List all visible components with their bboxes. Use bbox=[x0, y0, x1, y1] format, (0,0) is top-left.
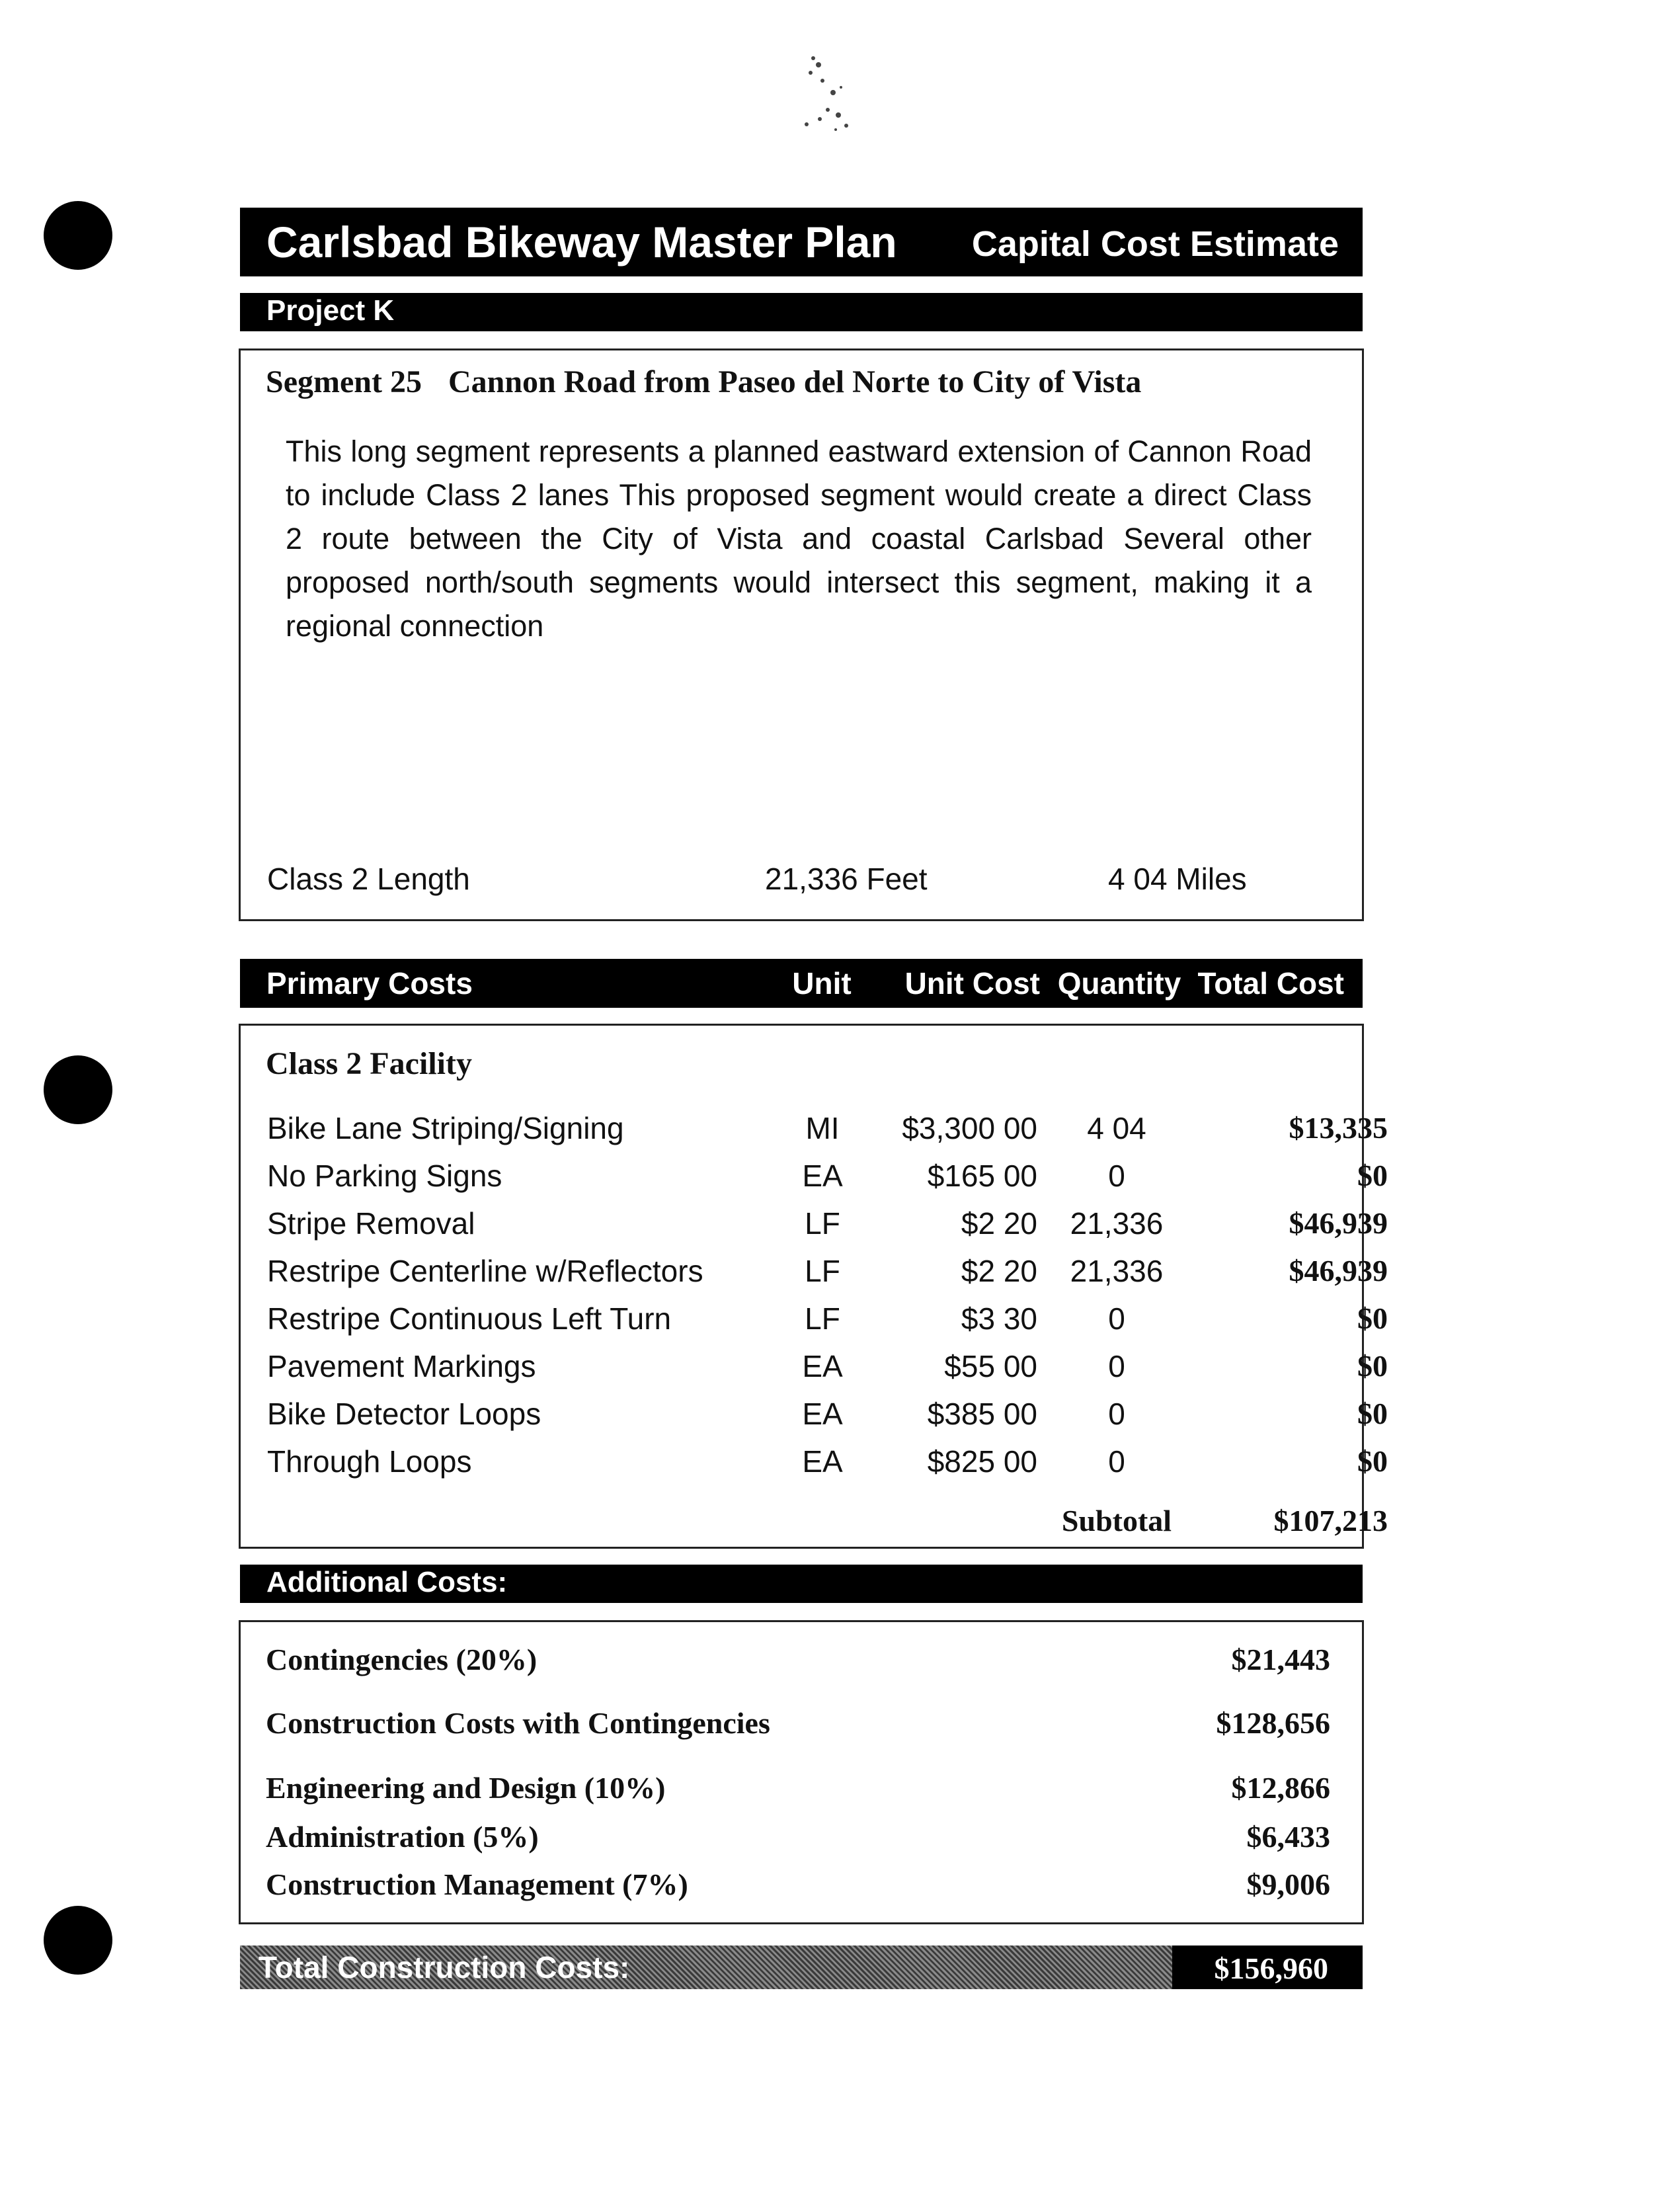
subtotal-value: $107,213 bbox=[1273, 1504, 1388, 1537]
segment-name: Cannon Road from Paseo del Norte to City of Vista bbox=[448, 364, 1142, 399]
item-unit: LF bbox=[805, 1301, 840, 1336]
additional-cost-label: Contingencies (20%) bbox=[266, 1643, 538, 1676]
item-unit-cost: $165 00 bbox=[927, 1159, 1037, 1193]
item-unit: LF bbox=[805, 1254, 840, 1288]
unit-column-header: Unit bbox=[792, 966, 852, 1001]
project-bar bbox=[240, 293, 1363, 331]
additional-cost-value: $6,433 bbox=[1246, 1820, 1330, 1854]
description-line: regional connection bbox=[286, 609, 544, 643]
item-unit: EA bbox=[802, 1349, 843, 1383]
scan-speckle-mark bbox=[780, 46, 873, 145]
total-costs-bar bbox=[240, 1946, 1363, 1989]
additional-cost-value: $9,006 bbox=[1246, 1867, 1330, 1901]
project-label: Project K bbox=[266, 294, 395, 327]
item-quantity: 21,336 bbox=[1070, 1254, 1164, 1288]
table-row bbox=[241, 1158, 1388, 1206]
item-name: Bike Lane Striping/Signing bbox=[267, 1111, 624, 1145]
additional-cost-value: $12,866 bbox=[1231, 1771, 1330, 1805]
total-costs-value: $156,960 bbox=[1214, 1951, 1328, 1985]
item-unit: EA bbox=[802, 1397, 843, 1431]
item-total: $0 bbox=[1357, 1444, 1388, 1478]
item-total: $0 bbox=[1357, 1159, 1388, 1192]
item-unit-cost: $2 20 bbox=[961, 1254, 1037, 1288]
description-line: proposed north/south segments would intersect this segment, making it a bbox=[286, 565, 1312, 599]
item-name: Restripe Continuous Left Turn bbox=[267, 1301, 672, 1336]
segment-label: Segment 25 bbox=[266, 364, 422, 399]
item-name: No Parking Signs bbox=[267, 1159, 502, 1193]
item-name: Bike Detector Loops bbox=[267, 1397, 541, 1431]
binder-hole-top bbox=[44, 201, 112, 270]
item-name: Stripe Removal bbox=[267, 1206, 475, 1241]
additional-costs-bar bbox=[240, 1565, 1363, 1603]
table-row bbox=[241, 1396, 1388, 1444]
item-unit: EA bbox=[802, 1159, 843, 1193]
additional-costs-title: Additional Costs: bbox=[266, 1566, 508, 1598]
item-unit-cost: $825 00 bbox=[927, 1444, 1037, 1479]
additional-cost-label: Construction Costs with Contingencies bbox=[266, 1706, 770, 1740]
item-name: Restripe Centerline w/Reflectors bbox=[267, 1254, 703, 1288]
item-quantity: 21,336 bbox=[1070, 1206, 1164, 1241]
table-row bbox=[241, 1348, 1388, 1396]
item-quantity: 0 bbox=[1108, 1444, 1125, 1479]
document-subtitle: Capital Cost Estimate bbox=[971, 224, 1339, 264]
additional-cost-label: Administration (5%) bbox=[266, 1820, 539, 1854]
table-row bbox=[241, 1253, 1388, 1301]
item-total: $46,939 bbox=[1289, 1206, 1388, 1240]
class-2-length-feet: 21,336 Feet bbox=[765, 862, 928, 896]
total-costs-label-halftone bbox=[240, 1946, 1172, 1989]
item-quantity: 0 bbox=[1108, 1349, 1125, 1383]
item-total: $0 bbox=[1357, 1301, 1388, 1335]
total-cost-column-header: Total Cost bbox=[1197, 966, 1344, 1001]
document-title: Carlsbad Bikeway Master Plan bbox=[266, 218, 897, 266]
segment-description bbox=[286, 430, 1312, 648]
class-2-length-label: Class 2 Length bbox=[267, 862, 470, 896]
binder-hole-middle bbox=[44, 1055, 112, 1124]
item-name: Pavement Markings bbox=[267, 1349, 536, 1383]
item-unit: LF bbox=[805, 1206, 840, 1241]
item-name: Through Loops bbox=[267, 1444, 472, 1479]
facility-title: Class 2 Facility bbox=[266, 1046, 472, 1081]
additional-costs-table bbox=[239, 1620, 1364, 1924]
segment-heading bbox=[266, 364, 1141, 400]
total-costs-label: Total Construction Costs: bbox=[259, 1950, 630, 1985]
item-unit: MI bbox=[805, 1111, 840, 1145]
item-unit-cost: $55 00 bbox=[944, 1349, 1037, 1383]
table-row bbox=[241, 1110, 1388, 1158]
item-total: $46,939 bbox=[1289, 1254, 1388, 1288]
quantity-column-header: Quantity bbox=[1057, 966, 1181, 1001]
additional-cost-label: Engineering and Design (10%) bbox=[266, 1771, 666, 1805]
additional-cost-value: $128,656 bbox=[1216, 1706, 1330, 1740]
primary-costs-header-bar bbox=[240, 959, 1363, 1008]
item-unit-cost: $3,300 00 bbox=[902, 1111, 1037, 1145]
item-total: $13,335 bbox=[1289, 1111, 1388, 1145]
item-total: $0 bbox=[1357, 1349, 1388, 1383]
item-unit-cost: $385 00 bbox=[927, 1397, 1037, 1431]
description-line: 2 route between the City of Vista and coastal Carlsbad Several other bbox=[286, 522, 1312, 555]
document-header-bar bbox=[240, 208, 1363, 276]
subtotal-label: Subtotal bbox=[1061, 1504, 1172, 1537]
item-total: $0 bbox=[1357, 1397, 1388, 1430]
item-unit-cost: $2 20 bbox=[961, 1206, 1037, 1241]
primary-costs-table bbox=[239, 1024, 1388, 1549]
item-quantity: 0 bbox=[1108, 1159, 1125, 1193]
item-unit: EA bbox=[802, 1444, 843, 1479]
description-line: This long segment represents a planned eastward extension of Cannon Road bbox=[286, 434, 1312, 468]
item-quantity: 0 bbox=[1108, 1301, 1125, 1336]
additional-cost-label: Construction Management (7%) bbox=[266, 1867, 688, 1901]
item-unit-cost: $3 30 bbox=[961, 1301, 1037, 1336]
table-row bbox=[241, 1301, 1388, 1348]
description-line: to include Class 2 lanes This proposed segment would create a direct Class bbox=[286, 478, 1312, 512]
primary-costs-title: Primary Costs bbox=[266, 966, 473, 1001]
binder-hole-bottom bbox=[44, 1906, 112, 1975]
item-quantity: 4 04 bbox=[1087, 1111, 1146, 1145]
unit-cost-column-header: Unit Cost bbox=[904, 966, 1040, 1001]
table-row bbox=[241, 1444, 1388, 1491]
additional-cost-value: $21,443 bbox=[1231, 1643, 1330, 1676]
item-quantity: 0 bbox=[1108, 1397, 1125, 1431]
table-row bbox=[241, 1206, 1388, 1253]
segment-description-box bbox=[239, 348, 1364, 921]
class-2-length-miles: 4 04 Miles bbox=[1108, 862, 1247, 896]
